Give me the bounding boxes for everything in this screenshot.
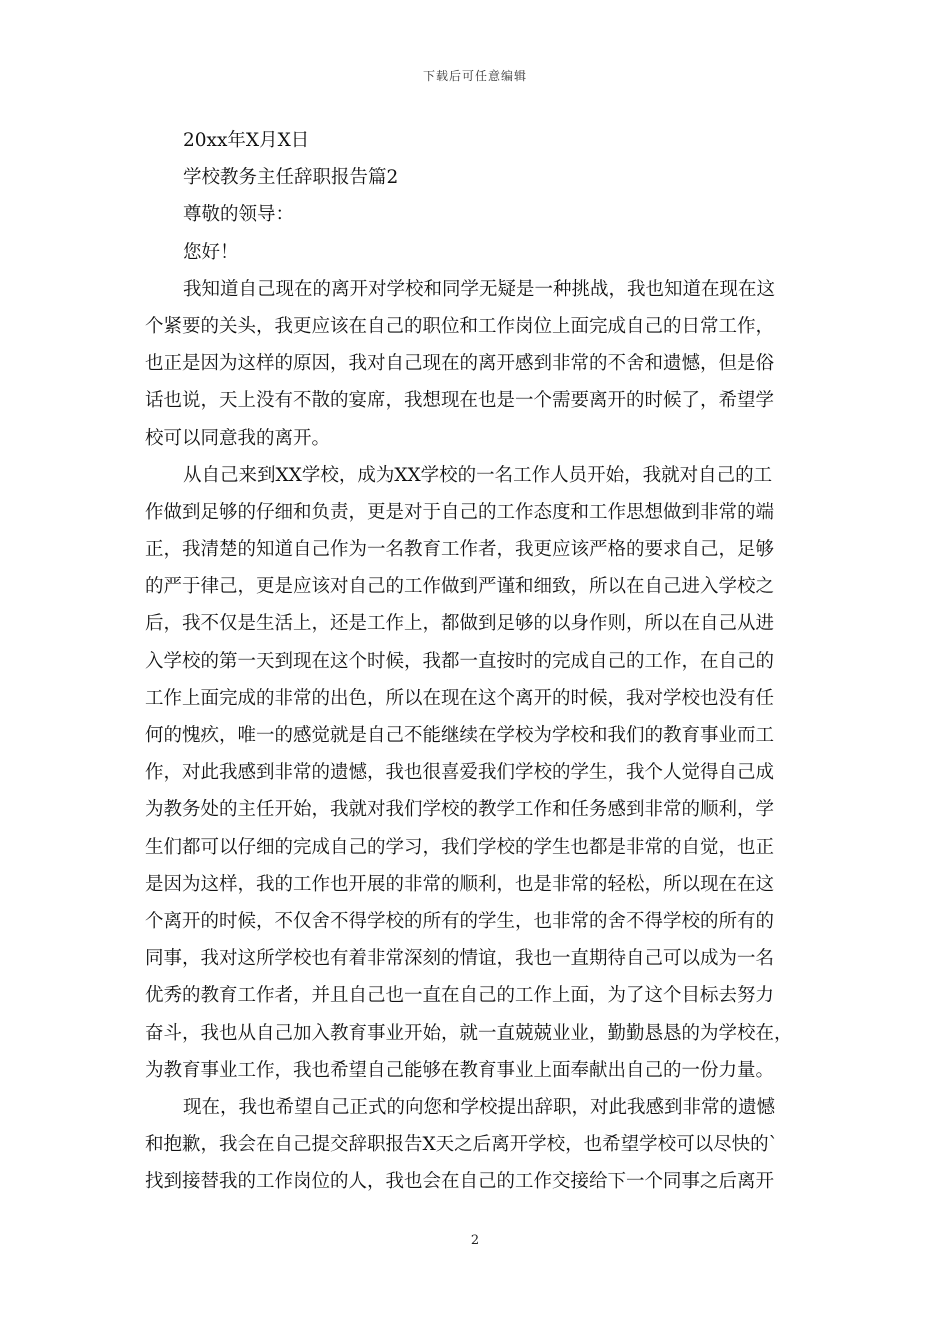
text-line: 为教务处的主任开始，我就对我们学校的教学工作和任务感到非常的顺利，学 [145, 799, 775, 821]
text-line: 找到接替我的工作岗位的人，我也会在自己的工作交接给下一个同事之后离开 [145, 1171, 775, 1193]
text-line: 优秀的教育工作者，并且自己也一直在自己的工作上面，为了这个目标去努力 [145, 985, 775, 1007]
text-line: 的严于律己，更是应该对自己的工作做到严谨和细致，所以在自己进入学校之 [145, 576, 775, 598]
text-line: 话也说，天上没有不散的宴席，我想现在也是一个需要离开的时候了，希望学 [145, 390, 775, 412]
text-line: 校可以同意我的离开。 [145, 427, 331, 449]
text-line: 入学校的第一天到现在这个时候，我都一直按时的完成自己的工作，在自己的 [145, 650, 775, 672]
text-line: 20xx年X月X日 [183, 130, 310, 151]
text-line: 正，我清楚的知道自己作为一名教育工作者，我更应该严格的要求自己，足够 [145, 539, 775, 561]
text-line: 您好！ [183, 241, 239, 263]
text-line: 从自己来到XX学校，成为XX学校的一名工作人员开始，我就对自己的工 [183, 464, 773, 486]
document-body [145, 122, 809, 1200]
text-line: 也正是因为这样的原因，我对自己现在的离开感到非常的不舍和遗憾，但是俗 [145, 353, 775, 375]
text-line: 同事，我对这所学校也有着非常深刻的情谊，我也一直期待自己可以成为一名 [145, 948, 775, 970]
page-number: 2 [470, 1233, 480, 1248]
text-line: 是因为这样，我的工作也开展的非常的顺利，也是非常的轻松，所以现在在这 [145, 873, 775, 895]
text-line: 为教育事业工作，我也希望自己能够在教育事业上面奉献出自己的一份力量。 [145, 1059, 775, 1081]
page-header: 下载后可任意编辑 [422, 69, 527, 83]
text-line: 个紧要的关头，我更应该在自己的职位和工作岗位上面完成自己的日常工作， [145, 315, 775, 337]
text-line: 个离开的时候，不仅舍不得学校的所有的学生，也非常的舍不得学校的所有的 [145, 910, 775, 932]
text-line: 后，我不仅是生活上，还是工作上，都做到足够的以身作则，所以在自己从进 [145, 613, 775, 635]
text-line: 生们都可以仔细的完成自己的学习，我们学校的学生也都是非常的自觉，也正 [145, 836, 775, 858]
text-line: 奋斗，我也从自己加入教育事业开始，就一直兢兢业业，勤勤恳恳的为学校在， [145, 1022, 793, 1044]
text-line: 学校教务主任辞职报告篇2 [183, 167, 399, 189]
text-line: 工作上面完成的非常的出色，所以在现在这个离开的时候，我对学校也没有任 [145, 687, 775, 709]
text-line: 和抱歉，我会在自己提交辞职报告X天之后离开学校，也希望学校可以尽快的` [145, 1134, 778, 1156]
text-line: 现在，我也希望自己正式的向您和学校提出辞职，对此我感到非常的遗憾 [183, 1096, 776, 1118]
text-line: 何的愧疚，唯一的感觉就是自己不能继续在学校为学校和我们的教育事业而工 [145, 725, 775, 746]
text-line: 我知道自己现在的离开对学校和同学无疑是一种挑战，我也知道在现在这 [183, 278, 776, 300]
text-line: 尊敬的领导： [183, 204, 295, 226]
text-line: 作，对此我感到非常的遗憾，我也很喜爱我们学校的学生，我个人觉得自己成 [145, 762, 775, 784]
text-line: 作做到足够的仔细和负责，更是对于自己的工作态度和工作思想做到非常的端 [145, 501, 775, 523]
